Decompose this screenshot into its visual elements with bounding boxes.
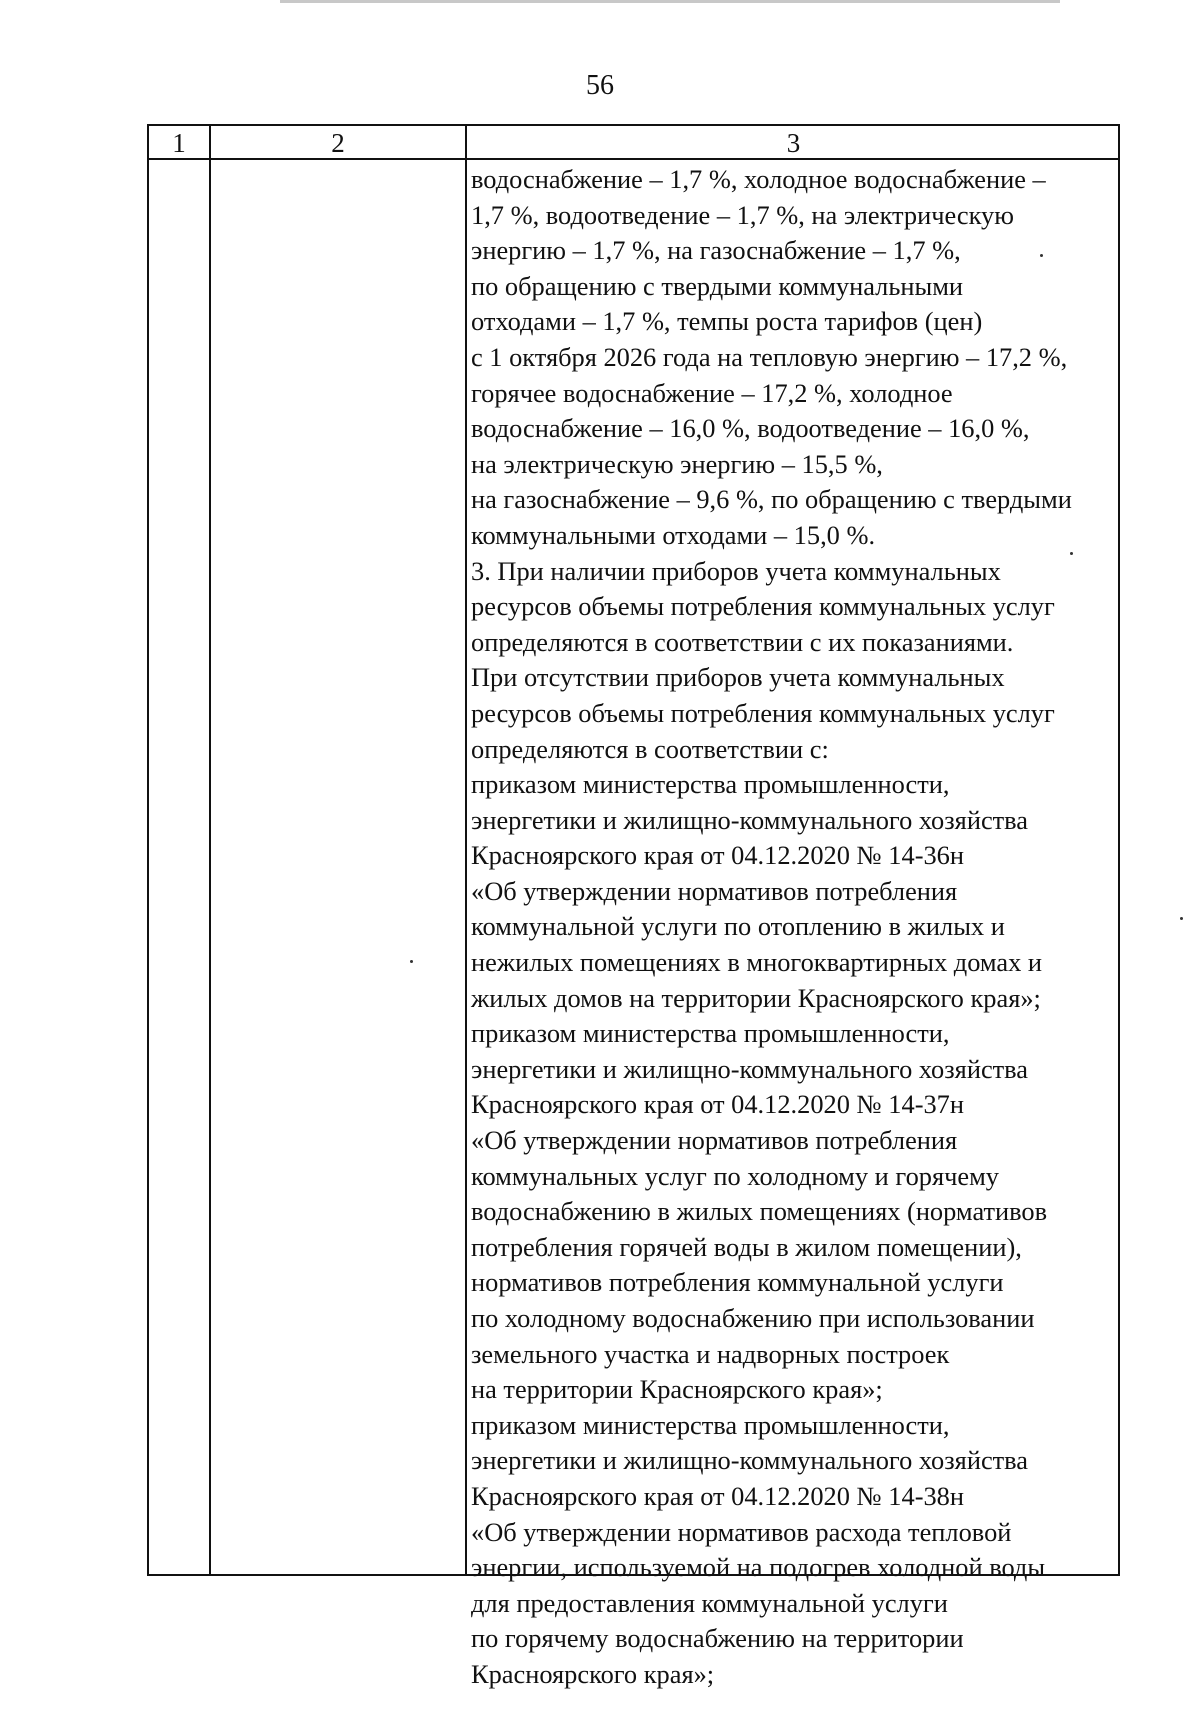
- text-line: ресурсов объемы потребления коммунальных услуг: [471, 697, 1055, 728]
- text-line: приказом министерства промышленности,: [471, 1018, 950, 1049]
- text-line: энергии, используемой на подогрев холодной воды: [471, 1552, 1046, 1583]
- text-line: горячее водоснабжение – 17,2 %, холодное: [471, 377, 953, 408]
- text-line: «Об утверждении нормативов потребления: [471, 875, 958, 906]
- text-line: 1,7 %, водоотведение – 1,7 %, на электрическую: [471, 199, 1014, 230]
- text-line: коммунальной услуги по отоплению в жилых и: [471, 911, 1005, 942]
- text-line: по холодному водоснабжению при использовании: [471, 1303, 1035, 1333]
- text-line: приказом министерства промышленности,: [471, 769, 950, 800]
- text-line: энергетики и жилищно-коммунального хозяйства: [471, 1053, 1029, 1084]
- text-line: с 1 октября 2026 года на тепловую энергию – 17,2 %,: [471, 341, 1068, 372]
- text-line: водоснабжению в жилых помещениях (нормативов: [471, 1196, 1048, 1227]
- text-line: для предоставления коммунальной услуги: [471, 1587, 948, 1618]
- header-row-divider: [149, 158, 1118, 160]
- scan-speck: [1070, 552, 1073, 555]
- text-line: на территории Красноярского края»;: [471, 1374, 883, 1405]
- text-line: Красноярского края от 04.12.2020 № 14-37н: [471, 1089, 964, 1120]
- scan-speck: [1180, 917, 1183, 920]
- column-divider-2: [465, 126, 467, 1574]
- text-line: приказом министерства промышленности,: [471, 1409, 950, 1440]
- header-cell-2: 2: [331, 128, 345, 158]
- text-line: 3. При наличии приборов учета коммунальных: [471, 555, 1001, 586]
- text-line: энергетики и жилищно-коммунального хозяйства: [471, 1445, 1029, 1476]
- text-line: на электрическую энергию – 15,5 %,: [471, 448, 883, 479]
- scan-top-edge: [280, 0, 1060, 3]
- text-line: энергию – 1,7 %, на газоснабжение – 1,7 %,: [471, 235, 961, 266]
- text-line: отходами – 1,7 %, темпы роста тарифов (цен): [471, 306, 983, 337]
- text-line: коммунальными отходами – 15,0 %.: [471, 519, 876, 550]
- text-line: на газоснабжение – 9,6 %, по обращению с твердыми: [471, 484, 1072, 515]
- text-line: по горячему водоснабжению на территории: [471, 1623, 964, 1654]
- text-line: Красноярского края от 04.12.2020 № 14-36н: [471, 840, 964, 871]
- column-3-text: [471, 162, 1119, 1693]
- text-line: земельного участка и надворных построек: [471, 1338, 950, 1369]
- text-line: Красноярского края от 04.12.2020 № 14-38н: [471, 1480, 964, 1511]
- text-line: определяются в соответствии с:: [471, 733, 829, 764]
- scan-speck: [410, 960, 413, 963]
- text-line: по обращению с твердыми коммунальными: [471, 270, 964, 301]
- header-cell-1: 1: [172, 128, 186, 158]
- text-line: нормативов потребления коммунальной услуги: [471, 1267, 1004, 1298]
- scan-speck: [1040, 254, 1043, 257]
- text-line: водоснабжение – 16,0 %, водоотведение – 16,0 %,: [471, 413, 1030, 444]
- text-line: жилых домов на территории Красноярского края»;: [471, 982, 1041, 1013]
- text-line: потребления горячей воды в жилом помещении),: [471, 1231, 1022, 1262]
- text-line: энергетики и жилищно-коммунального хозяйства: [471, 804, 1029, 835]
- text-line: «Об утверждении нормативов расхода тепловой: [471, 1516, 1012, 1547]
- page-number: 56: [586, 70, 614, 101]
- text-line: нежилых помещениях в многоквартирных домах и: [471, 947, 1043, 978]
- document-table: [147, 124, 1120, 1689]
- text-line: Красноярского края»;: [471, 1658, 715, 1689]
- header-cell-3: 3: [786, 128, 801, 158]
- text-line: коммунальных услуг по холодному и горячему: [471, 1160, 999, 1191]
- text-line: водоснабжение – 1,7 %, холодное водоснабжение –: [471, 164, 1046, 194]
- text-line: определяются в соответствии с их показаниями.: [471, 626, 1014, 657]
- text-line: ресурсов объемы потребления коммунальных услуг: [471, 591, 1055, 622]
- column-divider-1: [209, 126, 211, 1574]
- text-line: «Об утверждении нормативов потребления: [471, 1125, 958, 1156]
- text-line: При отсутствии приборов учета коммунальных: [471, 662, 1005, 693]
